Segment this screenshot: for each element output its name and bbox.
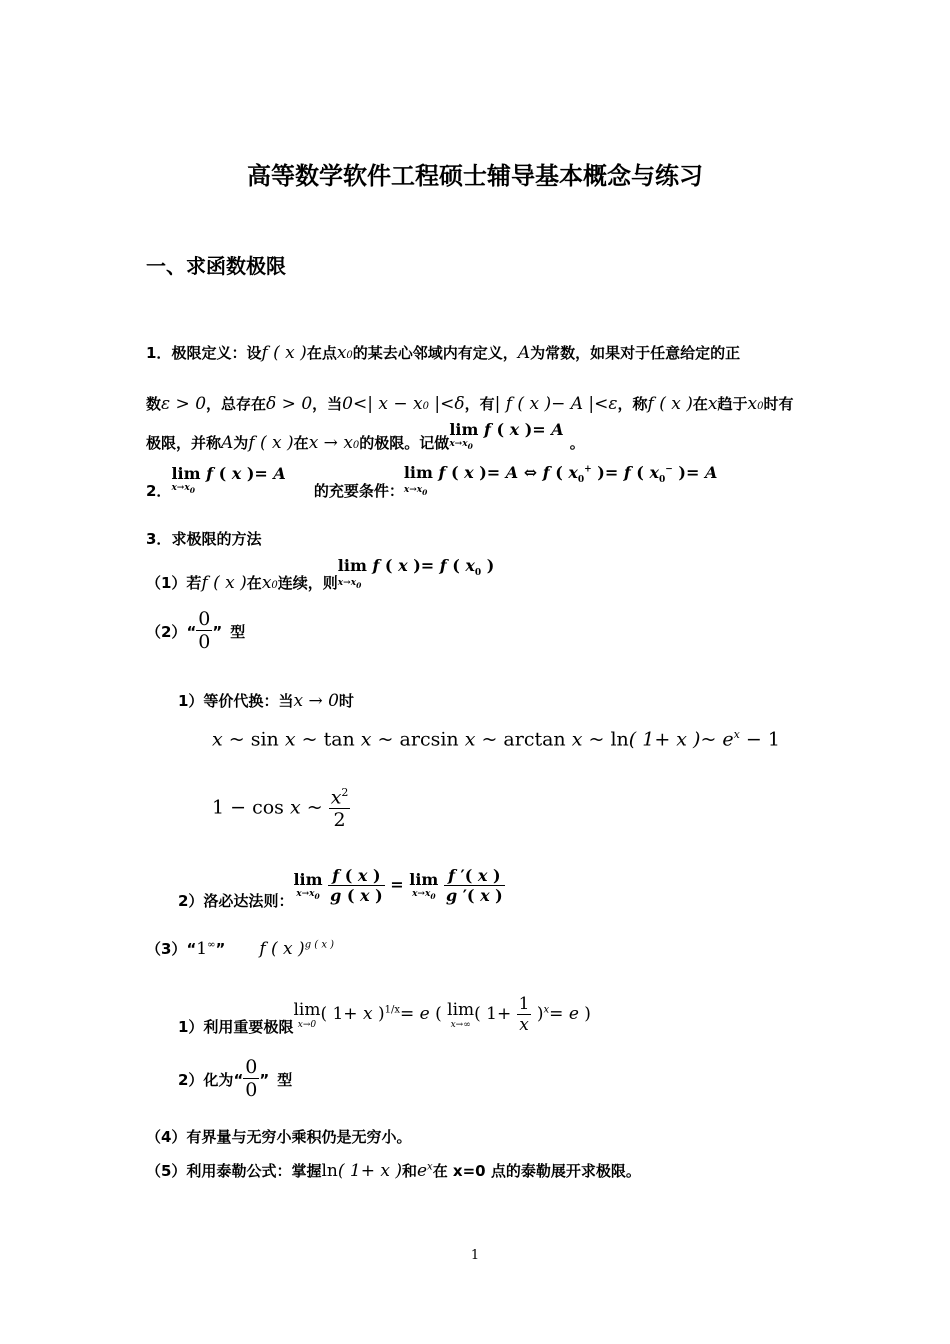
math-A: A xyxy=(221,433,234,453)
text: 数 xyxy=(146,395,162,413)
quote-open: “ xyxy=(233,1071,244,1089)
method-label: （3） xyxy=(146,940,187,958)
method-label: 2）化为 xyxy=(178,1071,234,1089)
method-one-to-infinity xyxy=(146,938,334,959)
method-continuity xyxy=(146,555,495,593)
method-lhopital xyxy=(178,860,505,911)
text: 在 x=0 点的泰勒展开求极限。 xyxy=(432,1162,641,1180)
item-number: 3． xyxy=(146,530,172,548)
math-equivalence-chain: x ~ sin x ~ tan x ~ arcsin x ~ arctan x ~ ln( 1+ x )~ $e^x - 1$ xyxy=(212,728,780,751)
text: 和 xyxy=(401,1162,417,1180)
item-number: 2． xyxy=(146,482,172,500)
math-neighborhood: 0<| x − x0 |<δ xyxy=(342,394,465,414)
page-title: 高等数学软件工程硕士辅导基本概念与练习 xyxy=(247,162,703,190)
math-fx: f ( x ) xyxy=(647,394,693,414)
quote-close: ” xyxy=(212,623,223,641)
math-x-to-0: x → 0 xyxy=(293,691,339,711)
method-label: （2） xyxy=(146,623,187,641)
math-epsilon: ε > 0 xyxy=(161,394,207,414)
methods-heading xyxy=(146,528,261,549)
math-ln-1-plus-x: ln( 1+ x ) xyxy=(321,1161,402,1181)
text: 在 xyxy=(692,395,708,413)
text: ，总存在 xyxy=(206,395,267,413)
math-fx: f ( x ) xyxy=(201,573,247,593)
text: 。 xyxy=(569,434,585,452)
method-label: 1）利用重要极限 xyxy=(178,1018,294,1036)
method-zero-over-zero xyxy=(146,608,246,653)
math-x: x xyxy=(707,394,718,414)
math-fx: f ( x ) xyxy=(248,433,294,453)
definition-line-2 xyxy=(146,393,794,414)
text: 的某去心邻域内有定义， xyxy=(352,344,518,362)
method-equivalent xyxy=(178,690,354,711)
math-0-over-0: $\frac{0}{0}$ xyxy=(198,608,211,653)
math-x0: x0 xyxy=(336,343,353,363)
text: 在 xyxy=(246,574,262,592)
text: （5）利用泰勒公式：掌握 xyxy=(146,1162,322,1180)
math-limit-statement: lim f ( x )= A $x\to x_0$ xyxy=(171,464,286,495)
quote-close: ” xyxy=(259,1071,270,1089)
method-label: （1）若 xyxy=(146,574,202,592)
text: ，有 xyxy=(464,395,495,413)
method-taylor xyxy=(146,1160,641,1181)
math-limit-notation: lim f ( x )= A $x\to x_0$ xyxy=(449,420,564,451)
quote-close: ” xyxy=(215,940,226,958)
math-0-over-0: $\frac{0}{0}$ xyxy=(245,1056,258,1101)
method-convert xyxy=(178,1056,293,1101)
math-fx-power-gx: f ( x )$^{g ( x )}$ xyxy=(259,939,335,959)
text: 求极限的方法 xyxy=(171,530,262,548)
text: 为常数，如果对于任意给定的正 xyxy=(530,344,741,362)
math-e-power-x: $e^x$ xyxy=(416,1161,433,1181)
math-x0: x0 xyxy=(261,573,278,593)
method-important-limit xyxy=(178,992,591,1037)
method-label: 2）洛必达法则： xyxy=(178,892,294,910)
text: 在 xyxy=(293,434,309,452)
math-important-limit: lim x→0 ( 1+ x )$^{1/x}$= e ( lim x→∞ ( 1+ $\frac{1}{x}$ )$^x$= e ) xyxy=(293,994,591,1035)
text: 极限，并称 xyxy=(146,434,222,452)
math-1-inf: 1∞ xyxy=(196,939,216,959)
text: 型 xyxy=(277,1071,293,1089)
math-cos-equivalence: 1 − cos x ~ $\frac{x^2}{2}$ xyxy=(212,786,349,832)
text: 为 xyxy=(233,434,249,452)
definition-line-1 xyxy=(146,342,740,363)
item-number: 1． xyxy=(146,344,172,362)
text: 时 xyxy=(338,692,354,710)
text: 趋于 xyxy=(717,395,748,413)
math-one-sided-limits: lim f ( x )= A ⇔ f ( $x_0^+$ )= f ( $x_0^-$ )= A $x\to x_0$ xyxy=(403,462,718,497)
math-fx: f ( x ) xyxy=(261,343,307,363)
math-bound: | f ( x )− A |<ε xyxy=(494,394,618,414)
method-bounded-infinitesimal: （4）有界量与无穷小乘积仍是无穷小。 xyxy=(146,1128,412,1146)
text: 连续，则 xyxy=(277,574,338,592)
math-x0: x0 xyxy=(747,394,764,414)
text: ，称 xyxy=(617,395,648,413)
condition-line xyxy=(146,462,718,501)
text: 在点 xyxy=(306,344,337,362)
definition-line-3 xyxy=(146,420,585,453)
text: 极限定义：设 xyxy=(171,344,262,362)
text: 型 xyxy=(230,623,246,641)
math-delta: δ > 0 xyxy=(266,394,313,414)
text: ，当 xyxy=(312,395,343,413)
page-number: 1 xyxy=(470,1248,480,1263)
quote-open: “ xyxy=(186,623,197,641)
quote-open: “ xyxy=(186,940,197,958)
section-heading-limits: 一、求函数极限 xyxy=(146,254,286,278)
math-lhopital-rule: lim $x\to x_0$ $\frac{f ( x )}{g ( x )}$ = lim $x\to x_0$ $\frac{f '( x )}{g '( x )}$ xyxy=(293,866,503,905)
text: 的充要条件： xyxy=(313,482,404,500)
math-x-to-x0: x → x0 xyxy=(308,433,360,453)
math-A: A xyxy=(517,343,531,363)
text: 的极限。记做 xyxy=(359,434,450,452)
math-continuity-limit: lim f ( x )= f ( $x_0$ ) $x\to x_0$ xyxy=(337,555,495,590)
text: 时有 xyxy=(763,395,794,413)
method-label: 1）等价代换：当 xyxy=(178,692,294,710)
